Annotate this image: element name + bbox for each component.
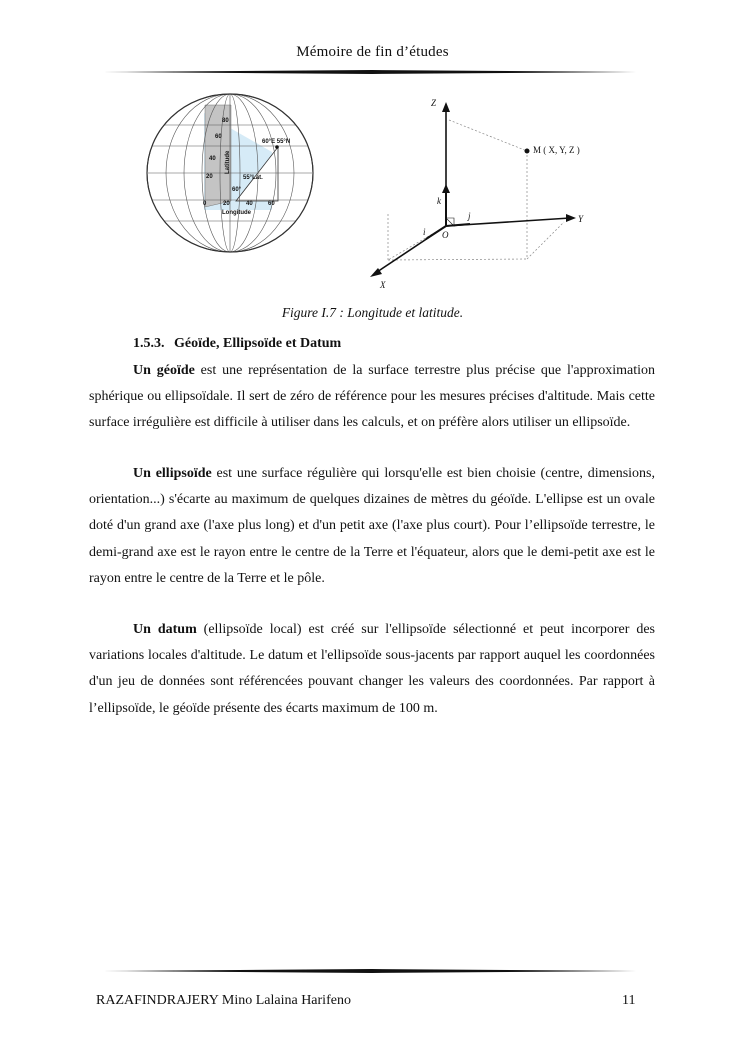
- j-vector: [446, 224, 470, 226]
- k-label: k: [437, 196, 441, 206]
- section-number: 1.5.3.: [133, 336, 165, 351]
- lat-tick-80: 80: [222, 118, 229, 124]
- y-axis-label: Y: [578, 214, 584, 224]
- lon-tick-0: 0: [203, 201, 207, 207]
- cartesian-axes-diagram: [370, 98, 584, 290]
- paragraph-text: (ellipsoïde local) est créé sur l'ellipsoïde sélectionné et peut incorporer des variations locales d'altitude. Le datum et l'ellipsoïde sous-jacents par rapport auquel les coordonnées d'un jeu de données sont référencées pouvant changer les valeurs des coordonnées. Par rapport à l’ellipsoïde, le géoïde présente des écarts maximum de 100 m.: [89, 622, 655, 716]
- latitude-angle-label: 55°Lat.: [243, 175, 263, 181]
- origin-label: O: [442, 230, 449, 240]
- header-rule: [103, 70, 641, 74]
- point-coordinate-label: 60°E 55°N: [262, 139, 291, 145]
- lat-tick-60: 60: [215, 134, 222, 140]
- paragraph-lead: Un ellipsoïde: [133, 466, 212, 481]
- footer-rule: [103, 969, 641, 973]
- globe-point-marker: [275, 145, 279, 149]
- lat-tick-20: 20: [206, 174, 213, 180]
- lat-tick-40: 40: [209, 156, 216, 162]
- paragraph-text: est une surface régulière qui lorsqu'elle est bien choisie (centre, dimensions, orientation...) s'écarte au maximum de quelques dizaines de mètres du géoïde. L'ellipse est un ovale doté d'un grand axe (l'axe plus long) et d'un petit axe (l'axe plus court). Pour l’ellipsoïde terrestre, le demi-grand axe est le rayon entre le centre de la Terre et l'équateur, alors que le demi-petit axe est le rayon entre le centre de la Terre et le pôle.: [89, 466, 655, 586]
- latitude-axis-label: Latitude: [225, 150, 231, 174]
- lon-tick-60: 60: [268, 201, 275, 207]
- page-header-title: Mémoire de fin d’études: [296, 44, 449, 60]
- globe-diagram: [147, 94, 313, 252]
- paragraph-lead: Un datum: [133, 622, 197, 637]
- x-axis-label: X: [380, 280, 386, 290]
- paragraph-text: est une représentation de la surface terrestre plus précise que l'approximation sphérique ou ellipsoïdale. Il sert de zéro de référence pour les mesures précises d'altitude. Mais cette surface irrégulière est difficile à utiliser dans les calculs, et on préfère alors utiliser un ellipsoïde.: [89, 363, 655, 431]
- point-m-marker: [525, 149, 530, 154]
- section-heading: [133, 336, 341, 352]
- section-title: Géoïde, Ellipsoïde et Datum: [174, 336, 342, 351]
- point-m-label: M ( X, Y, Z ): [533, 145, 580, 155]
- i-label: i: [423, 227, 426, 237]
- figure-illustration: [0, 92, 745, 302]
- longitude-angle-label: 60°: [232, 187, 242, 193]
- figure-caption: Figure I.7 : Longitude et latitude.: [281, 305, 464, 320]
- page-number: 11: [622, 993, 636, 1008]
- paragraph-geoide: [89, 358, 655, 437]
- lon-tick-40: 40: [246, 201, 253, 207]
- j-label: j: [468, 211, 471, 221]
- projection-lines: [388, 120, 564, 260]
- paragraph-lead: Un géoïde: [133, 363, 195, 378]
- paragraph-ellipsoide: [89, 461, 655, 592]
- paragraph-datum: [89, 617, 655, 722]
- footer-author: RAZAFINDRAJERY Mino Lalaina Harifeno: [96, 993, 351, 1008]
- lon-tick-20: 20: [223, 201, 230, 207]
- z-axis-label: Z: [431, 98, 437, 108]
- longitude-axis-label: Longitude: [222, 210, 251, 216]
